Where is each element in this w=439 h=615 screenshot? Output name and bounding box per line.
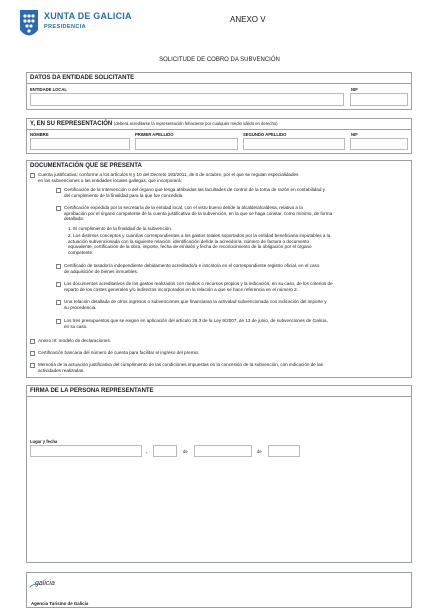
three-budgets-checkbox[interactable]: [56, 319, 61, 324]
text-line: reparto de los costes generales y/o indirectos incorporados en la relación a que se hace referencia en el número 2.: [64, 286, 298, 292]
justification-line: en las subvenciones a las entidades locales gallegas, que incorporará:: [38, 177, 182, 183]
text-line: Memoria de la actuación justificativa del cumplimiento de las condiciones impuestas en la concesión de la subvención, con indicación de las: [38, 362, 323, 367]
text-line: de adquisición de bienes inmuebles.: [64, 268, 139, 274]
first-surname-label: PRIMER APELLIDO: [135, 132, 174, 137]
representation-title: Y, EN SU REPRESENTACIÓN: [30, 121, 113, 127]
text-line: detallada:: [64, 216, 84, 222]
representation-note: (deberá acreditarse la representación fehaciente por cualquier medio válido en derecho): [113, 121, 278, 126]
activity-report-text: [38, 362, 410, 373]
signature-section: [26, 385, 412, 563]
entity-nif-field[interactable]: [350, 93, 408, 106]
name-field[interactable]: [30, 138, 130, 150]
comma-separator: ,: [146, 449, 148, 455]
text-line: Una relación detallada de otros ingresos o subvenciones que financiaran la actividad subvencionada con indicación del importe y: [64, 299, 327, 304]
intervention-certificate-text: [64, 187, 410, 198]
galicia-logo-text: galicia: [35, 580, 55, 587]
documentation-section-title: DOCUMENTACIÓN QUE SE PRESENTA: [30, 163, 142, 169]
second-surname-field[interactable]: [243, 138, 345, 150]
text-line: Certificación de la Intervención o del órgano que tenga atribuidas las facultades de control de la toma de razón en contabilidad y: [64, 187, 325, 192]
signature-section-title: FIRMA DE LA PERSONA REPRESENTANTE: [30, 388, 154, 394]
de-separator: de: [257, 449, 262, 454]
day-field[interactable]: [153, 445, 177, 457]
annex-iii-checkbox[interactable]: [30, 339, 35, 344]
annex-iii-text: Anexo III: modelo de declaraciones.: [38, 338, 112, 343]
text-line: 1. El cumplimiento de la finalidad de la subvención.: [68, 226, 173, 231]
entity-nif-label: NIF: [351, 87, 358, 92]
text-line: Certificación expedida por la secretaría de la entidad local, con el visto bueno del/de la alcalde/alcaldesa, relativa a la: [64, 205, 303, 210]
de-separator: de: [183, 449, 188, 454]
entity-section-title: DATOS DA ENTIDADE SOLICITANTE: [30, 75, 135, 81]
text-line: Certificado de tasador/a independiente debidamente acreditado/a e inscrito/a en el correspondiente registro oficial, en el caso: [64, 263, 320, 268]
local-entity-field[interactable]: [30, 93, 344, 106]
documentation-section: [26, 160, 412, 378]
text-line: aprobación por el órgano competente de la cuenta justificativa de la subvención, en la que se haga constar, como mínimo, de forma: [64, 210, 333, 216]
org-subtitle: PRESIDENCIA: [44, 24, 86, 30]
org-name: XUNTA DE GALICIA: [44, 11, 132, 21]
month-field[interactable]: [194, 445, 252, 457]
text-line: su procedencia.: [64, 304, 97, 310]
representative-nif-field[interactable]: [350, 138, 408, 150]
representative-nif-label: NIF: [351, 132, 358, 137]
text-line: 2. Los distintos conceptos y cuantías correspondientes a los gastos totales soportados por la entidad beneficiaria imputables a la: [68, 233, 331, 238]
entity-section: [26, 72, 412, 110]
name-label: NOMBRE: [30, 132, 49, 137]
justification-line: Cuenta justificativa: conforme a los artículos 8 y 10 del Decreto 193/2011, de 6 de octubre, por el que se regulan especialidades: [38, 172, 299, 177]
three-budgets-text: [64, 318, 410, 329]
text-line: Los documentos acreditativos de los gastos realizados con medios o recursos propios y la indicación, en su caso, de los criterios de: [64, 281, 333, 286]
text-line: actuación subvencionada con la siguiente relación: identificación del/de la acreedor/a, número de factura o documento: [68, 238, 310, 244]
divider: [27, 129, 411, 130]
justification-text: [38, 172, 410, 183]
local-entity-label: ENTIDADE LOCAL: [30, 87, 67, 92]
divider: [27, 396, 411, 397]
text-line: en su caso.: [64, 323, 88, 329]
bank-certificate-checkbox[interactable]: [30, 351, 35, 356]
secretary-certificate-text: [64, 205, 410, 222]
text-line: Los tres presupuestos que se exigen en aplicación del artículo 29.3 de la Ley 9/2007, de 13 de junio, de subvenciones de Galicia,: [64, 318, 328, 323]
footer-box: [26, 572, 412, 608]
intervention-certificate-checkbox[interactable]: [56, 188, 61, 193]
representation-section: [26, 118, 412, 154]
appraiser-certificate-text: [64, 263, 410, 274]
justification-checkbox[interactable]: [30, 173, 35, 178]
text-line: actividades realizadas.: [38, 367, 85, 373]
first-surname-field[interactable]: [135, 138, 238, 150]
own-expenses-text: [64, 281, 410, 292]
document-title: SOLICITUDE DE COBRO DA SUBVENCIÓN: [159, 57, 280, 63]
activity-report-checkbox[interactable]: [30, 363, 35, 368]
year-field[interactable]: [268, 445, 300, 457]
bank-certificate-text: Certificación bancaria del número de cuenta para facilitar el ingreso del premio.: [38, 350, 200, 355]
numbered-item-2: [68, 233, 410, 255]
place-field[interactable]: [30, 445, 142, 457]
place-date-label: Lugar y fecha: [30, 439, 58, 444]
numbered-item-1: [68, 226, 410, 232]
other-income-text: [64, 299, 410, 310]
other-income-checkbox[interactable]: [56, 300, 61, 305]
appraiser-certificate-checkbox[interactable]: [56, 264, 61, 269]
xunta-logo-icon: [18, 8, 40, 42]
annex-label: ANEXO V: [230, 15, 266, 24]
text-line: equivalente, certificación de la obra, importe, fecha de emisión y fecha de reconocimiento de la obligación por el órgano: [68, 244, 312, 250]
own-expenses-checkbox[interactable]: [56, 282, 61, 287]
divider: [27, 83, 411, 84]
representation-section-title: [30, 121, 278, 127]
secretary-certificate-checkbox[interactable]: [56, 206, 61, 211]
agency-name: Agencia Turismo de Galicia: [31, 601, 89, 606]
second-surname-label: SEGUNDO APELLIDO: [243, 132, 287, 137]
text-line: competente.: [68, 249, 94, 255]
text-line: del cumplimiento de la finalidad para la que fue concedida.: [64, 192, 184, 198]
